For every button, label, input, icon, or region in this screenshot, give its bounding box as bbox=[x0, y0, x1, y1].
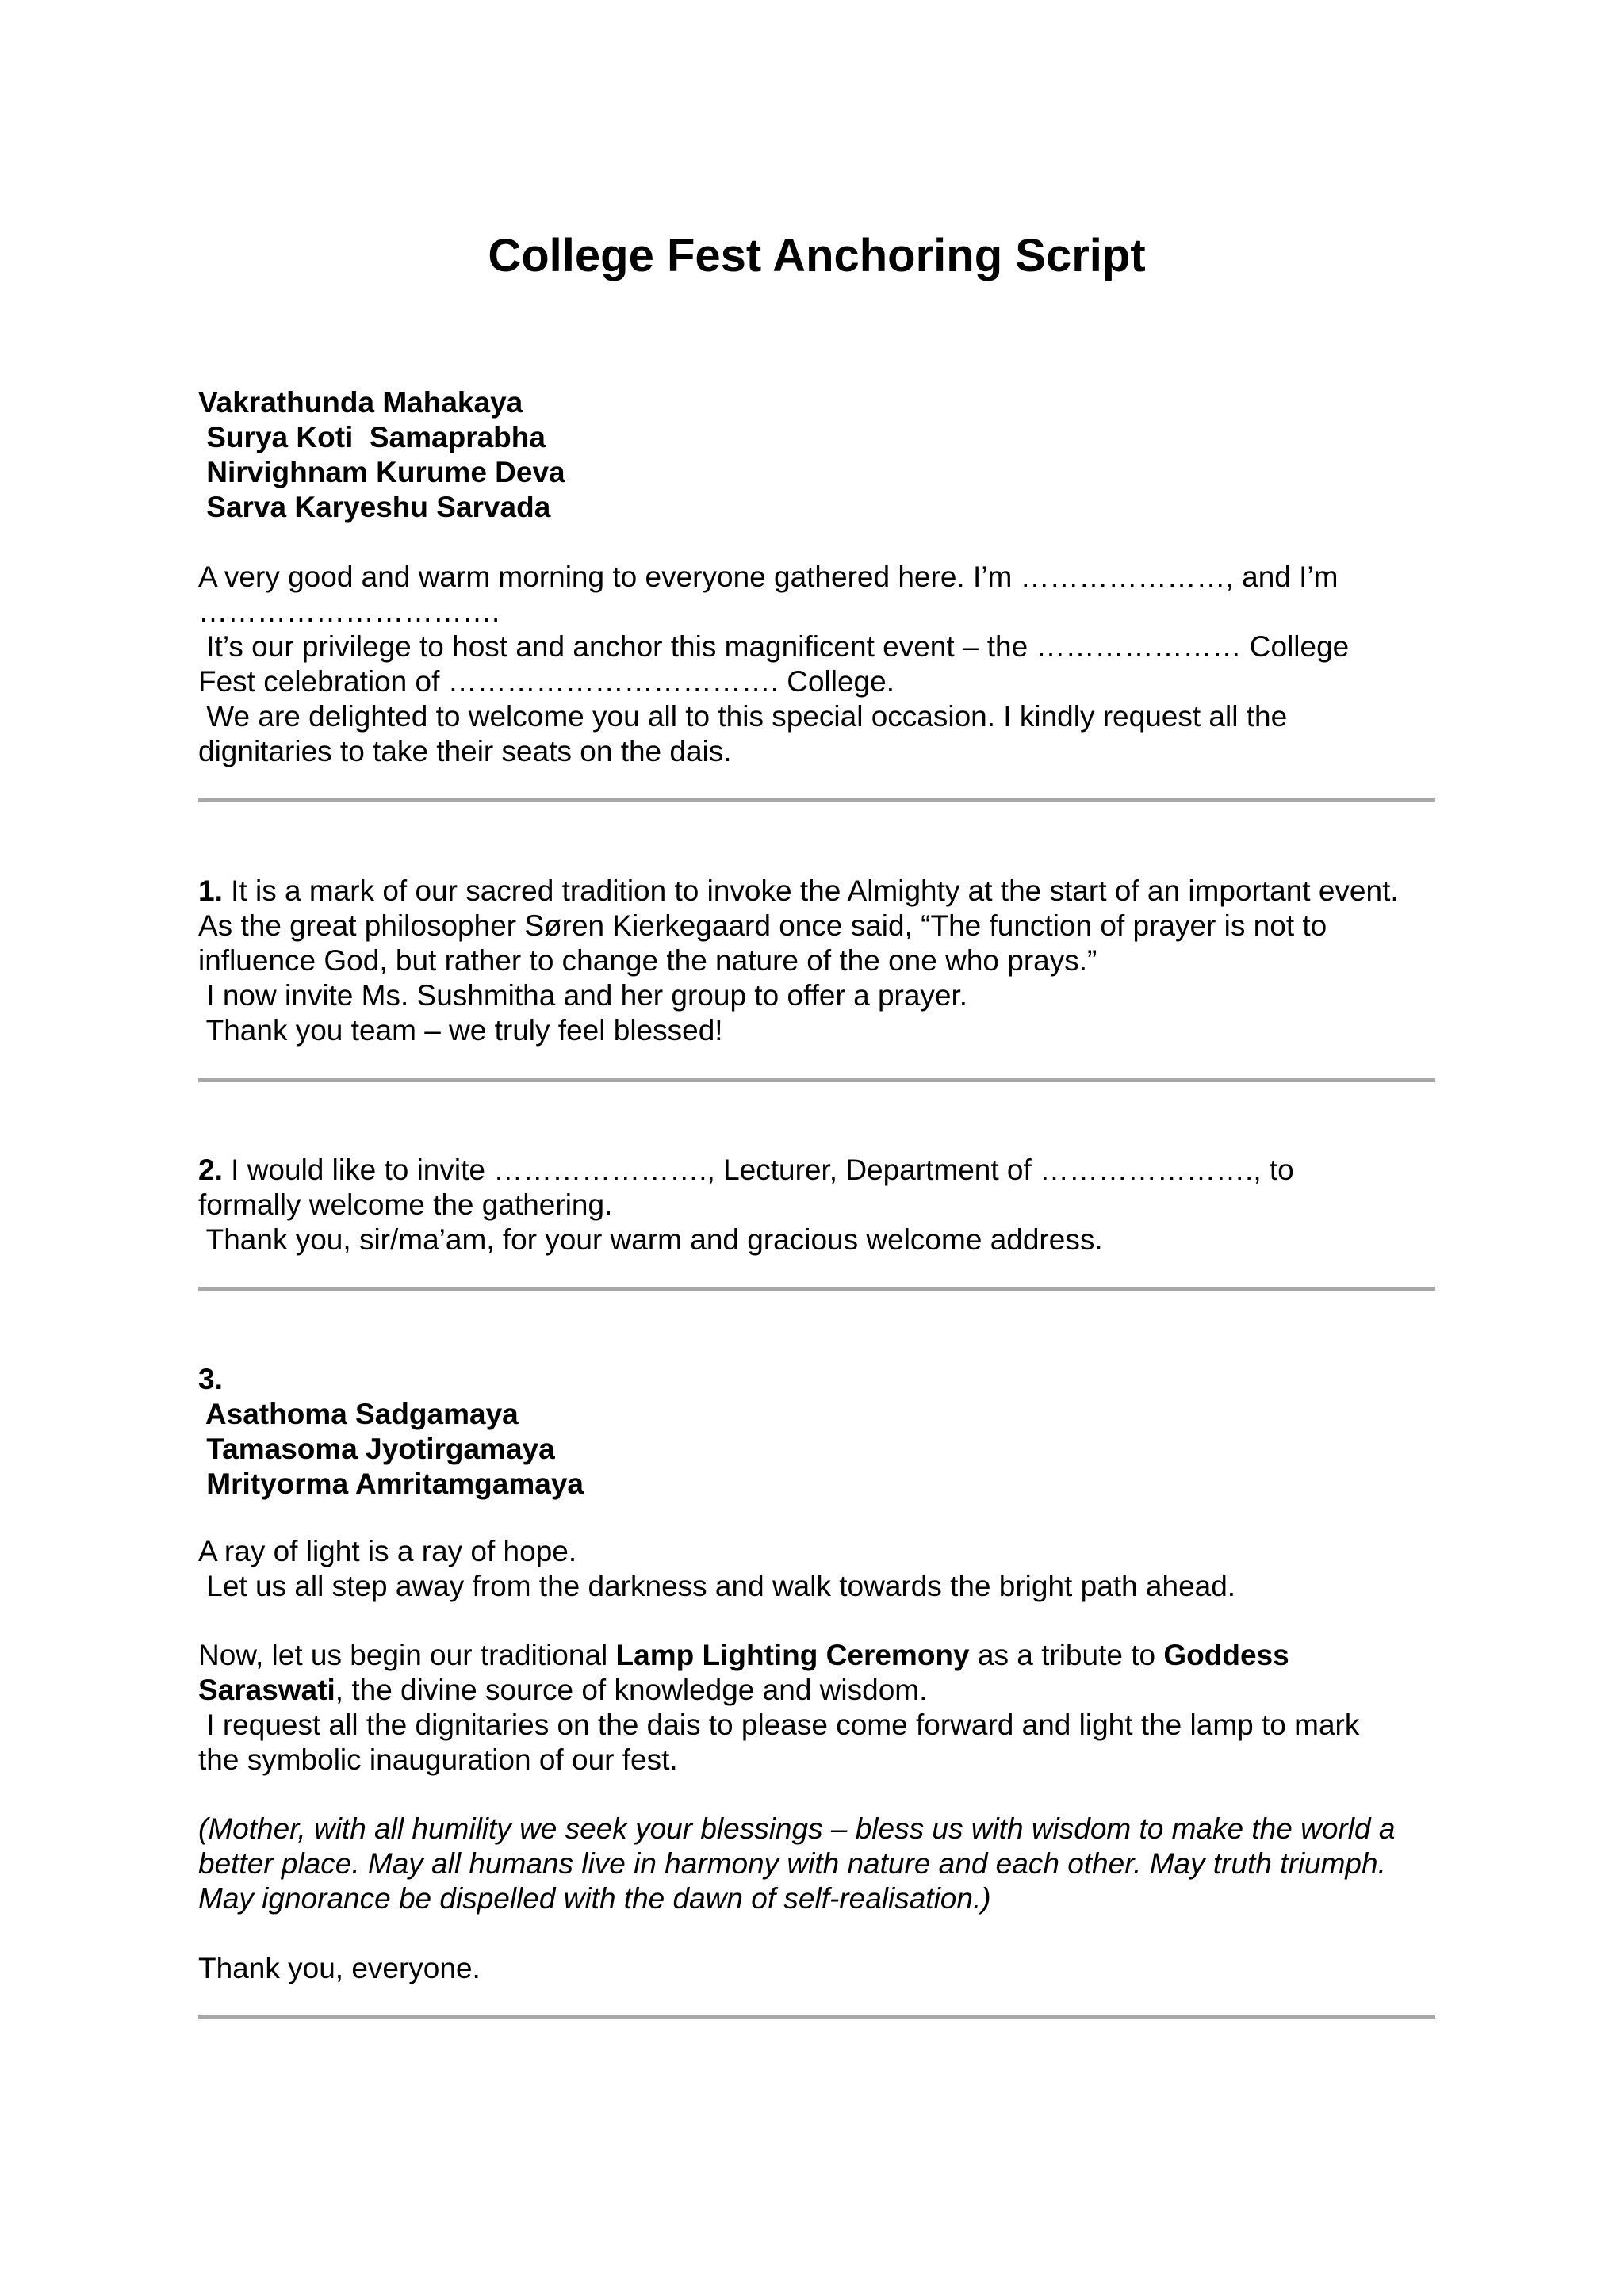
ray-paragraph bbox=[198, 1534, 1435, 1604]
paragraph-line: Thank you, sir/ma’am, for your warm and gracious welcome address. bbox=[198, 1223, 1103, 1256]
goddess-name: Goddess bbox=[1163, 1639, 1289, 1671]
lamp-text: as a tribute to bbox=[969, 1639, 1164, 1671]
paragraph-line: Fest celebration of ……………………………. College. bbox=[198, 665, 894, 698]
section-3-mantra bbox=[198, 1362, 1435, 1502]
section-text: It is a mark of our sacred tradition to invoke the Almighty at the start of an important event. bbox=[222, 874, 1399, 907]
paragraph-line: It’s our privilege to host and anchor this magnificent event – the ………………… College bbox=[198, 630, 1350, 663]
paragraph-line: We are delighted to welcome you all to this special occasion. I kindly request all the bbox=[198, 700, 1288, 733]
paragraph-line: formally welcome the gathering. bbox=[198, 1188, 613, 1221]
paragraph-line: I request all the dignitaries on the dais to please come forward and light the lamp to mark bbox=[198, 1709, 1360, 1741]
paragraph-line: better place. May all humans live in harmony with nature and each other. May truth triumph. bbox=[198, 1847, 1386, 1880]
paragraph-line: dignitaries to take their seats on the dais. bbox=[198, 735, 732, 767]
ceremony-name: Lamp Lighting Ceremony bbox=[615, 1639, 970, 1671]
paragraph-line: (Mother, with all humility we seek your blessings – bless us with wisdom to make the world a bbox=[198, 1812, 1396, 1845]
paragraph-line: A ray of light is a ray of hope. bbox=[198, 1535, 577, 1567]
paragraph-line: May ignorance be dispelled with the dawn of self-realisation.) bbox=[198, 1882, 991, 1915]
section-2 bbox=[198, 1153, 1435, 1257]
invocation-line: Vakrathunda Mahakaya bbox=[198, 386, 523, 419]
paragraph-line bbox=[198, 1153, 1435, 1188]
page-title: College Fest Anchoring Script bbox=[488, 230, 1146, 281]
section-text: I would like to invite …………………., Lecturer, Department of …………………., to bbox=[222, 1154, 1294, 1186]
paragraph-line: I now invite Ms. Sushmitha and her group to offer a prayer. bbox=[198, 979, 968, 1012]
paragraph-line bbox=[198, 1638, 1435, 1673]
paragraph-line: …………………………. bbox=[198, 595, 500, 628]
prayer-paragraph bbox=[198, 1812, 1435, 1916]
mantra-line: Mrityorma Amritamgamaya bbox=[198, 1468, 584, 1500]
mantra-line: Tamasoma Jyotirgamaya bbox=[198, 1433, 555, 1465]
paragraph-line: influence God, but rather to change the nature of the one who prays.” bbox=[198, 944, 1097, 977]
paragraph-line: As the great philosopher Søren Kierkegaard once said, “The function of prayer is not to bbox=[198, 909, 1327, 942]
closing-line bbox=[198, 1951, 1435, 1986]
section-divider bbox=[198, 2015, 1435, 2019]
paragraph-line: A very good and warm morning to everyone gathered here. I’m …………………, and I’m bbox=[198, 561, 1339, 593]
intro-paragraph bbox=[198, 560, 1435, 769]
section-number: 3. bbox=[198, 1363, 223, 1395]
section-number: 1. bbox=[198, 874, 223, 907]
section-divider bbox=[198, 798, 1435, 802]
section-divider bbox=[198, 1287, 1435, 1291]
section-divider bbox=[198, 1078, 1435, 1082]
lamp-paragraph bbox=[198, 1638, 1435, 1777]
paragraph-line bbox=[198, 874, 1435, 909]
paragraph-line: Thank you, everyone. bbox=[198, 1952, 481, 1984]
paragraph-line bbox=[198, 1673, 1435, 1708]
paragraph-line: Let us all step away from the darkness and walk towards the bright path ahead. bbox=[198, 1570, 1236, 1602]
lamp-text: Now, let us begin our traditional bbox=[198, 1639, 616, 1671]
invocation-line: Nirvighnam Kurume Deva bbox=[198, 456, 565, 488]
section-1 bbox=[198, 874, 1435, 1048]
paragraph-line: the symbolic inauguration of our fest. bbox=[198, 1743, 678, 1776]
goddess-name: Saraswati bbox=[198, 1674, 335, 1706]
section-number: 2. bbox=[198, 1154, 223, 1186]
invocation-line: Surya Koti Samaprabha bbox=[198, 421, 546, 453]
lamp-text: , the divine source of knowledge and wisdom. bbox=[335, 1674, 928, 1706]
mantra-line: Asathoma Sadgamaya bbox=[198, 1398, 519, 1430]
intro-invocation bbox=[198, 385, 1435, 525]
invocation-line: Sarva Karyeshu Sarvada bbox=[198, 491, 551, 523]
paragraph-line: Thank you team – we truly feel blessed! bbox=[198, 1014, 723, 1047]
